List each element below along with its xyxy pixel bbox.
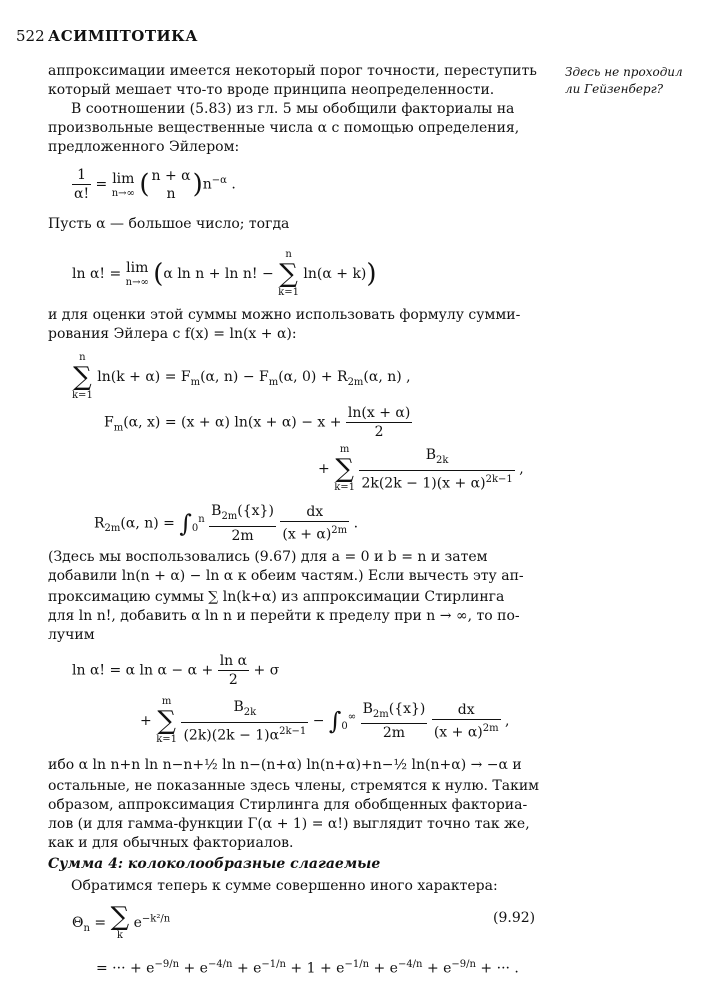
equation-R-remainder: $R_{2m}(\alpha$, $n) = \int_0^n$ $\frac{B_{2m}(\{x\})}{2m}$ $\frac{dx}{(x + \alpha)^{2m}}$ . — [94, 503, 359, 544]
text-line: добавили ln(n + α) − ln α к обеим частям.) Если вычесть эту ап- — [48, 568, 524, 584]
text-line: предложенного Эйлером: — [48, 139, 240, 155]
text-line: лов (и для гамма-функции Γ(α + 1) = α!) выглядит точно так же, — [48, 816, 530, 832]
equation-euler-summation: n ∑ k=1 $\ln(k + \alpha) = F_m(\alpha$, $n) - F_m(\alpha$, $0) + R_{2m}(\alpha$, n) , — [72, 352, 411, 401]
equation-theta-sum: $\Theta_n$ = ∑ k $e^{-k^2/n}$ — [72, 902, 171, 941]
page-number: 522 — [16, 27, 45, 45]
text-line: образом, аппроксимация Стирлинга для обобщенных факториа- — [48, 797, 528, 813]
text-line: лучим — [48, 627, 95, 643]
text-line: проксимацию суммы ∑ ln(k+α) из аппроксимации Стирлинга — [48, 589, 505, 605]
text-line: произвольные вещественные числа α с помощью определения, — [48, 120, 520, 136]
text-line: для ln n!, добавить α ln n и перейти к пределу при n → ∞, то по- — [48, 608, 520, 624]
running-head: АСИМПТОТИКА — [48, 27, 199, 45]
equation-number: (9.92) — [493, 910, 536, 926]
equation-F-definition: $F_m(\alpha$, x) = (x + α) ln(x + α) − x + $\frac{\ln(x + \alpha)}{2}$ — [104, 405, 411, 440]
section-heading: Сумма 4: колоколообразные слагаемые — [48, 856, 381, 872]
text-line: Обратимся теперь к сумме совершенно иного характера: — [71, 878, 498, 894]
text-line: и для оценки этой суммы можно использовать формулу сумми- — [48, 307, 521, 323]
text-line: рования Эйлера с f(x) = ln(x + α): — [48, 326, 297, 342]
text-line: В соотношении (5.83) из гл. 5 мы обобщили факториалы на — [71, 101, 515, 117]
text-line: который мешает что-то вроде принципа неопределенности. — [48, 82, 495, 98]
text-line: остальные, не показанные здесь члены, стремятся к нулю. Таким — [48, 778, 540, 794]
equation-stirling-correction: + m ∑ k=1 $\frac{B_{2k}}{(2k)(2k - 1)\alpha^{2k-1}}$ − $\int_0^\infty$ $\frac{B_{2m}(\{x\})}{2m}$ $\frac{dx}{(x + \alpha)^{2m}}$ , — [140, 696, 510, 745]
text-line: как и для обычных факториалов. — [48, 835, 294, 851]
text-line: (Здесь мы воспользовались (9.67) для a = 0 и b = n и затем — [48, 549, 488, 565]
margin-note: Здесь не проходил ли Гейзенберг? — [565, 65, 683, 96]
text-line: Пусть α — большое число; тогда — [48, 216, 290, 232]
equation-euler-factorial: $\frac{1}{\alpha!}$ = lim n→∞ ( n + α n )$n^{-\alpha}$ . — [74, 167, 236, 202]
equation-F-sum-term: + m ∑ k=1 $\frac{B_{2k}}{2k(2k - 1)(x + \alpha)^{2k-1}}$ , — [318, 444, 524, 493]
equation-theta-expansion: = ··· + $e^{-9/n} + e^{-4/n} + e^{-1/n} + 1 + e^{-1/n} + e^{-4/n} + e^{-9/n}$ + ··· . — [96, 959, 519, 977]
equation-ln-factorial-limit: ln α! = lim n→∞ (α ln n + ln n! − n ∑ k=1 ln(α + k)) — [72, 249, 377, 298]
text-line: ибо α ln n+n ln n−n+½ ln n−(n+α) ln(n+α)+n−½ ln(n+α) → −α и — [48, 757, 522, 773]
text-line: аппроксимации имеется некоторый порог точности, переступить — [48, 63, 537, 79]
equation-stirling-generalized: ln α! = α ln α − α + $\frac{\text{ln α}}{2}$ + σ — [72, 653, 280, 688]
